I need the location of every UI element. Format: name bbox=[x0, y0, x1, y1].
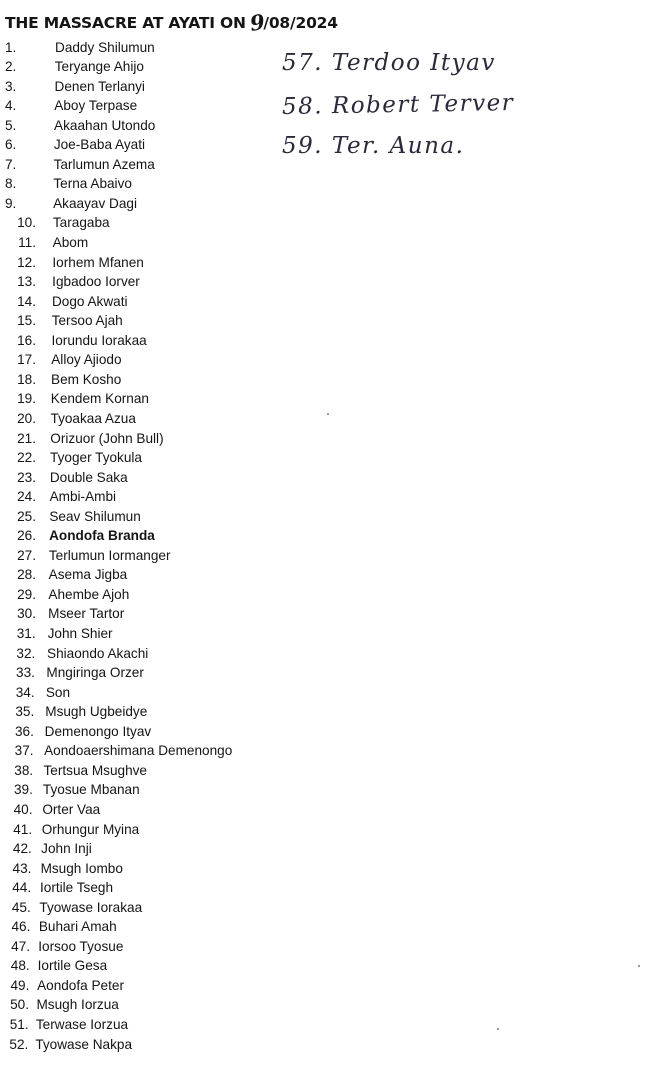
list-item-name: Mngiringa Orzer bbox=[46, 665, 144, 681]
list-item-name: Joe-Baba Ayati bbox=[53, 137, 146, 153]
list-item-name: Son bbox=[45, 684, 71, 700]
list-item-number: 50. bbox=[10, 997, 29, 1013]
list-item-name: Tyowase Iorakaa bbox=[39, 899, 143, 915]
list-item-name: Tyowase Nakpa bbox=[35, 1036, 133, 1052]
list-item-number: 43. bbox=[12, 860, 32, 876]
list-item-name: Aondofa Branda bbox=[49, 528, 155, 544]
scan-speck bbox=[327, 413, 329, 415]
list-item-name: Dogo Akwati bbox=[51, 293, 128, 309]
list-item-number: 12. bbox=[17, 254, 36, 270]
list-item-number: 5. bbox=[5, 117, 17, 133]
list-item-number: 38. bbox=[14, 762, 34, 778]
list-item-number: 19. bbox=[17, 391, 36, 407]
list-item-number: 2. bbox=[5, 59, 17, 75]
list-item-name: Denen Terlanyi bbox=[54, 78, 145, 94]
list-item-number: 44. bbox=[12, 880, 32, 896]
list-item-name: Tyoger Tyokula bbox=[50, 450, 142, 466]
list-item-name: Iorundu Iorakaa bbox=[51, 332, 147, 348]
list-item-name: Aondofa Peter bbox=[37, 977, 124, 993]
list-item-number: 3. bbox=[5, 78, 17, 94]
list-item-name: Tertsua Msughve bbox=[43, 762, 147, 778]
list-item-number: 48. bbox=[10, 958, 30, 974]
list-item-number: 37. bbox=[14, 743, 34, 759]
list-item-number: 22. bbox=[17, 450, 36, 466]
list-item-name: Aboy Terpase bbox=[54, 98, 138, 114]
list-item-number: 9. bbox=[5, 195, 17, 211]
list-item-number: 16. bbox=[17, 332, 36, 348]
list-item-number: 41. bbox=[13, 821, 33, 837]
list-item-number: 21. bbox=[17, 430, 36, 446]
scan-speck bbox=[497, 1028, 499, 1030]
list-item-number: 42. bbox=[12, 841, 32, 857]
list-item-number: 29. bbox=[17, 586, 36, 602]
list-item-name: Iortile Tsegh bbox=[39, 880, 114, 896]
list-item-number: 7. bbox=[5, 156, 17, 172]
title-prefix: THE MASSACRE AT AYATI ON bbox=[5, 14, 251, 32]
list-item-name: Alloy Ajiodo bbox=[51, 352, 122, 368]
handwritten-entry-58: 58. Robert Terver bbox=[281, 89, 515, 121]
list-item-name: Bem Kosho bbox=[51, 371, 122, 387]
list-item-name: Tyosue Mbanan bbox=[42, 782, 140, 798]
list-item-number: 11. bbox=[18, 235, 36, 250]
list-item-name: Tersoo Ajah bbox=[51, 313, 123, 329]
list-item-number: 34. bbox=[15, 684, 35, 700]
list-item-number: 15. bbox=[17, 313, 36, 329]
list-item-number: 6. bbox=[5, 137, 17, 153]
list-item-number: 49. bbox=[10, 977, 30, 993]
list-item-number: 25. bbox=[17, 508, 36, 524]
list-item-number: 26. bbox=[17, 528, 36, 544]
list-item-number: 45. bbox=[11, 899, 31, 915]
list-item-name: Terna Abaivo bbox=[53, 176, 132, 192]
list-item-name: Daddy Shilumun bbox=[55, 39, 155, 55]
list-item-number: 18. bbox=[17, 371, 36, 387]
list-item-name: John Inji bbox=[41, 841, 92, 857]
list-item-number: 23. bbox=[17, 469, 36, 485]
list-item-number: 39. bbox=[13, 782, 33, 798]
list-item-number: 31. bbox=[16, 626, 36, 641]
title-overwritten-digit: 9 bbox=[248, 9, 267, 36]
list-item-number: 10. bbox=[17, 215, 36, 231]
list-item-name: Orter Vaa bbox=[42, 801, 101, 817]
list-item-name: Akaahan Utondo bbox=[54, 117, 156, 133]
list-item-name: Terlumun Iormanger bbox=[48, 547, 171, 563]
list-item-name: Seav Shilumun bbox=[49, 508, 141, 524]
list-item-name: Iortile Gesa bbox=[37, 958, 108, 974]
list-item-name: Buhari Amah bbox=[38, 919, 117, 935]
list-item-name: Mseer Tartor bbox=[48, 606, 125, 622]
list-item-number: 40. bbox=[13, 801, 33, 817]
list-item-name: Msugh Iombo bbox=[40, 860, 123, 876]
list-item-name: Tarlumun Azema bbox=[53, 156, 155, 172]
list-item-name: Iorhem Mfanen bbox=[52, 254, 144, 270]
list-item-number: 14. bbox=[17, 293, 36, 309]
list-item-name: Ambi-Ambi bbox=[49, 489, 117, 505]
list-item-number: 28. bbox=[17, 567, 36, 583]
list-item-name: Terwase Iorzua bbox=[35, 1017, 129, 1032]
list-item-name: Ahembe Ajoh bbox=[48, 586, 130, 602]
list-item-number: 32. bbox=[16, 645, 36, 661]
list-item-number: 33. bbox=[16, 665, 35, 681]
list-item-number: 30. bbox=[17, 606, 36, 622]
handwritten-entry-59: 59. Ter. Auna. bbox=[282, 133, 465, 159]
list-item-name: Msugh Ugbeidye bbox=[45, 704, 148, 720]
list-item-number: 13. bbox=[17, 274, 36, 290]
list-item-name: Iorsoo Tyosue bbox=[38, 938, 124, 954]
list-item-name: Double Saka bbox=[49, 469, 128, 485]
list-item-name: Msugh Iorzua bbox=[36, 997, 119, 1013]
list-item-name: Tyoakaa Azua bbox=[50, 410, 136, 426]
list-item-name: Orhungur Myina bbox=[41, 821, 140, 837]
list-item-name: Kendem Kornan bbox=[50, 391, 149, 407]
list-item-number: 4. bbox=[5, 98, 17, 114]
list-item-name: Taragaba bbox=[52, 215, 110, 231]
scan-speck bbox=[638, 965, 640, 967]
list-item-number: 1. bbox=[5, 39, 17, 55]
list-item-name: Aondoaershimana Demenongo bbox=[44, 743, 233, 759]
handwritten-entry-57: 57. Terdoo Ityav bbox=[282, 50, 496, 76]
list-item-number: 47. bbox=[11, 938, 31, 954]
title-suffix: /08/2024 bbox=[263, 14, 338, 32]
list-item-number: 17. bbox=[17, 352, 36, 368]
list-item-name: John Shier bbox=[47, 626, 113, 641]
list-item-number: 24. bbox=[17, 489, 36, 505]
list-item-name: Akaayav Dagi bbox=[53, 195, 137, 211]
list-item-number: 52. bbox=[9, 1036, 29, 1052]
list-item-number: 36. bbox=[15, 723, 34, 739]
list-item-number: 27. bbox=[17, 547, 36, 563]
list-item-name: Shiaondo Akachi bbox=[47, 645, 149, 661]
list-item-number: 35. bbox=[15, 704, 35, 720]
list-item-name: Igbadoo Iorver bbox=[52, 274, 140, 290]
list-item-number: 20. bbox=[17, 410, 36, 426]
list-item-name: Orizuor (John Bull) bbox=[50, 430, 164, 446]
list-item-number: 8. bbox=[5, 176, 17, 192]
list-item-name: Abom bbox=[52, 235, 89, 250]
list-item-name: Demenongo Ityav bbox=[44, 723, 152, 739]
list-item-number: 51. bbox=[9, 1017, 29, 1032]
list-item-number: 46. bbox=[11, 919, 31, 935]
list-item-name: Asema Jigba bbox=[48, 567, 128, 583]
list-item-name: Teryange Ahijo bbox=[54, 59, 144, 75]
